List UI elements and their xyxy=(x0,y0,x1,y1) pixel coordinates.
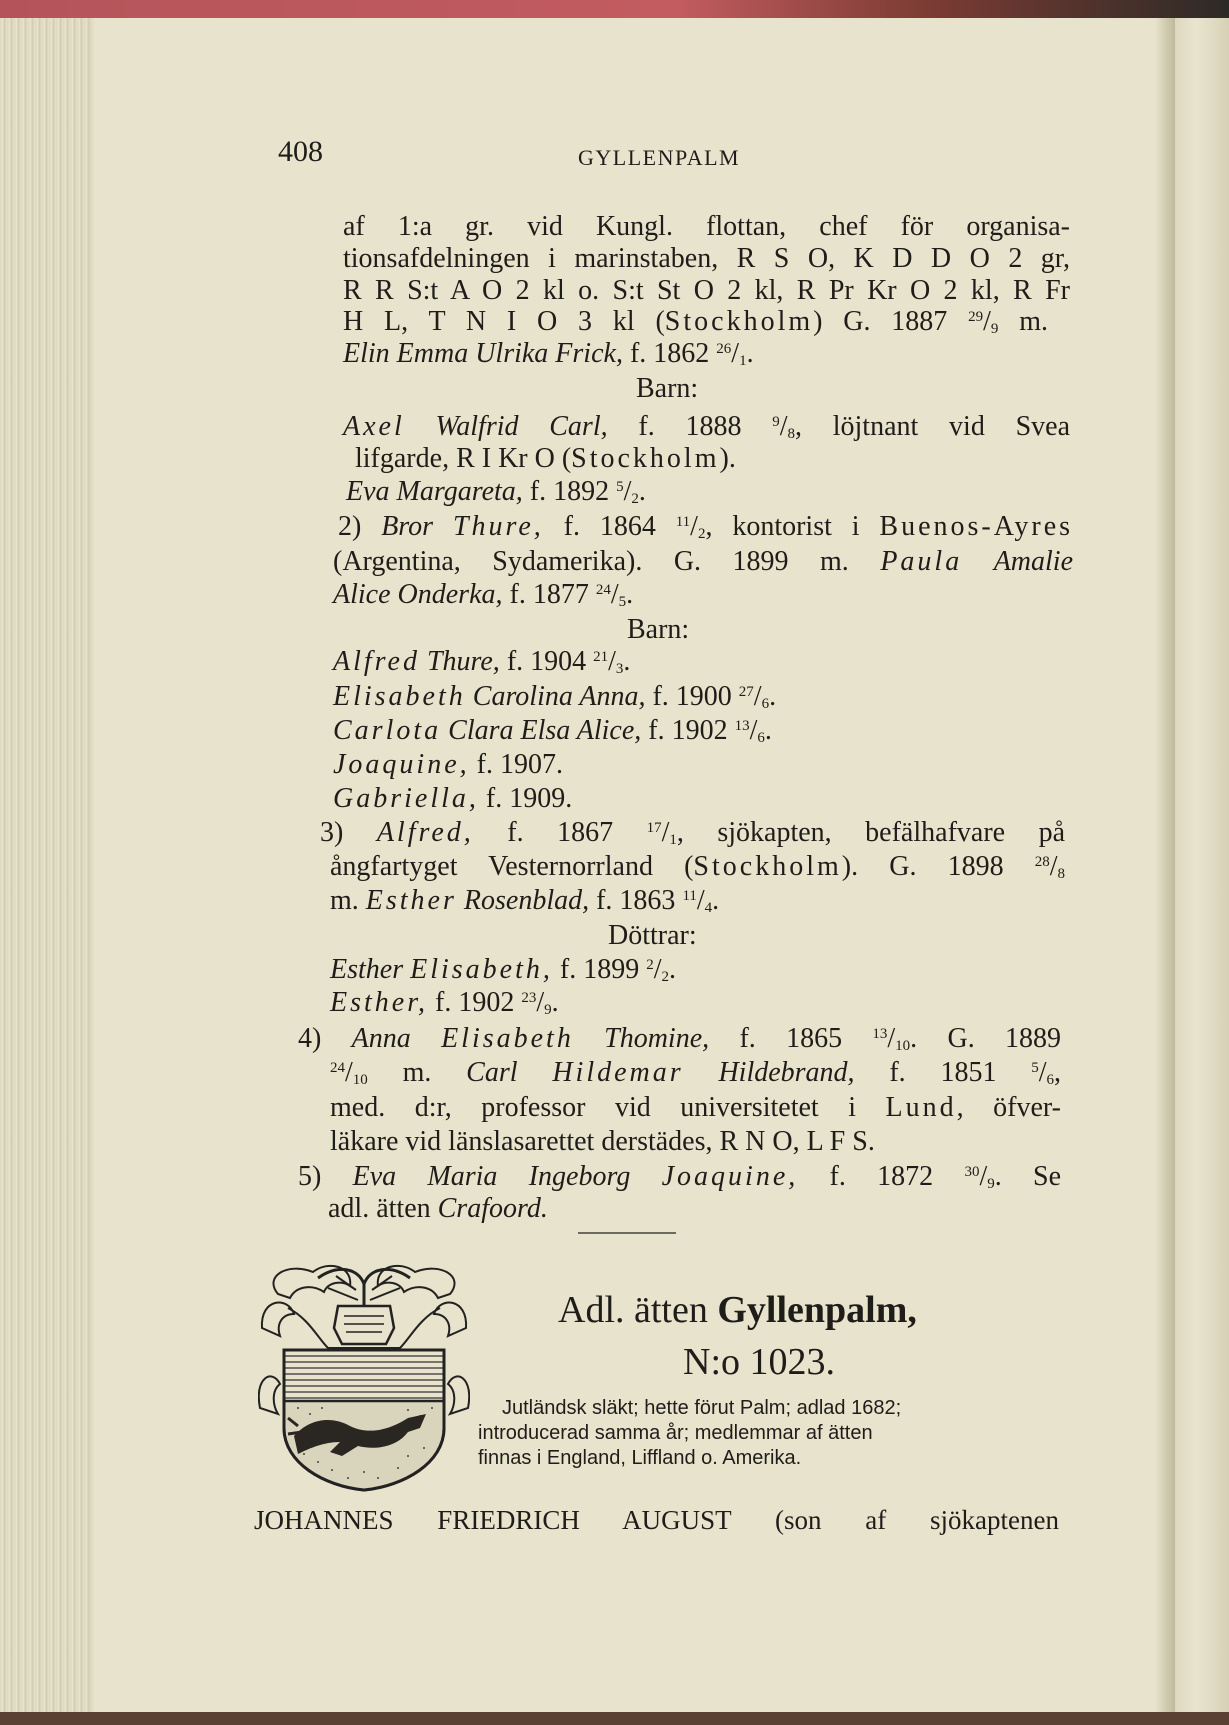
entry-text: Stockholm xyxy=(571,443,720,474)
entry-text: ). xyxy=(719,443,736,474)
entry-text: 2 xyxy=(631,491,639,507)
entry-line xyxy=(330,1091,1061,1125)
entry-text: adl. ätten xyxy=(328,1193,438,1224)
entry-line xyxy=(298,1160,1061,1194)
entry-text xyxy=(457,885,464,916)
entry-text: ). G. 1898 xyxy=(841,851,1035,882)
entry-text: / xyxy=(661,817,670,848)
entry-text xyxy=(420,646,427,677)
entry-text: / xyxy=(983,306,991,337)
entry-text: f. 1907. xyxy=(469,749,563,780)
entry-line xyxy=(333,645,630,679)
entry-text: med. d:r, professor vid universitetet i xyxy=(330,1092,886,1123)
entry-text: Esther xyxy=(365,885,457,916)
entry-text: f. 1892 xyxy=(522,476,617,507)
entry-text: / xyxy=(690,511,698,542)
entry-text: Elisabeth, xyxy=(410,954,553,985)
entry-text: 24 xyxy=(330,1060,345,1076)
entry-line xyxy=(343,337,754,371)
entry-text: Stockholm xyxy=(693,851,842,882)
entry-text: 4 xyxy=(704,900,713,916)
section-note-line: introducerad samma år; medlemmar af ätten xyxy=(478,1422,873,1444)
entry-text: / xyxy=(979,1161,988,1192)
entry-line xyxy=(343,210,1070,244)
entry-text: / xyxy=(536,987,545,1018)
left-page-edges xyxy=(0,18,95,1718)
entry-line xyxy=(330,1125,875,1159)
entry-text: 10 xyxy=(895,1038,911,1054)
entry-text: 10 xyxy=(352,1072,368,1088)
entry-text: 9 xyxy=(772,414,780,430)
entry-text: Lund xyxy=(885,1092,957,1123)
entry-line xyxy=(333,782,572,816)
entry-text: f. 1902 xyxy=(428,987,522,1018)
entry-text: f. 1909. xyxy=(478,783,573,814)
entry-line xyxy=(333,578,633,612)
coat-of-arms-icon xyxy=(258,1258,470,1494)
entry-text: Rosenblad, xyxy=(463,885,590,916)
entry-text: / xyxy=(653,954,662,985)
entry-line xyxy=(333,680,776,714)
entry-text: 6 xyxy=(761,696,770,712)
entry-line xyxy=(343,242,1070,276)
entry-text: 23 xyxy=(521,990,537,1006)
entry-text: Thure, xyxy=(452,511,544,542)
entry-text: 2 xyxy=(697,526,706,542)
entry-text: 13 xyxy=(872,1026,888,1042)
entry-text: 1 xyxy=(669,832,677,848)
entry-text xyxy=(962,546,994,577)
entry-text: Alice Onderka, xyxy=(333,579,503,610)
entry-text: Buenos-Ayres xyxy=(879,511,1074,542)
entry-text: 27 xyxy=(738,684,754,700)
entry-text: Carl xyxy=(466,1057,518,1088)
entry-line xyxy=(343,410,1070,444)
entry-text: ) G. 1887 xyxy=(813,306,969,337)
section-number: N:o 1023. xyxy=(683,1341,835,1383)
entry-text: Eva Margareta, xyxy=(346,476,523,507)
entry-text: f. 1902 xyxy=(641,715,735,746)
entry-line xyxy=(298,1022,1061,1056)
entry-text: f. 1877 xyxy=(502,579,596,610)
entry-line xyxy=(330,986,559,1020)
entry-text xyxy=(433,511,453,542)
entry-line xyxy=(355,442,736,476)
entry-text xyxy=(518,1057,553,1088)
entry-text xyxy=(630,1161,661,1192)
entry-text: f. 1904 xyxy=(499,646,594,677)
entry-text: f. 1865 xyxy=(709,1023,873,1054)
entry-text: 5 xyxy=(1031,1060,1039,1076)
entry-text: 13 xyxy=(734,718,750,734)
entry-text: Walfrid Carl, xyxy=(435,411,608,442)
entry-text: / xyxy=(1038,1057,1047,1088)
entry-text: m. xyxy=(998,306,1048,337)
entry-text: Crafoord. xyxy=(437,1193,548,1224)
entry-text: Stockholm xyxy=(664,306,814,337)
entry-text: / xyxy=(779,411,788,442)
right-page-edges xyxy=(1175,18,1229,1718)
entry-text: Elisabeth xyxy=(333,681,466,712)
page-number: 408 xyxy=(278,135,323,168)
entry-text: / xyxy=(623,476,632,507)
entry-text: . xyxy=(638,476,646,507)
entry-text: 5 xyxy=(616,479,624,495)
entry-text: / xyxy=(731,338,740,369)
entry-text: Döttrar: xyxy=(608,920,697,951)
entry-text: 30 xyxy=(964,1164,980,1180)
entry-text: 9 xyxy=(987,1176,995,1192)
entry-text: 4) xyxy=(298,1023,352,1054)
entry-text: . G. 1889 xyxy=(910,1023,1062,1054)
entry-text: / xyxy=(887,1023,896,1054)
entry-text: 11 xyxy=(675,514,691,530)
entry-text: Eva Maria Ingeborg xyxy=(352,1161,631,1192)
entry-text xyxy=(684,1057,719,1088)
entry-text: (Argentina, Sydamerika). G. 1899 m. xyxy=(333,546,881,577)
entry-text: Hildebrand, xyxy=(718,1057,855,1088)
entry-text: , kontorist i xyxy=(705,511,880,542)
entry-text: R R S:t A O 2 kl o. S:t St O 2 kl, R Pr Kr O 2 kl, R Fr xyxy=(343,275,1070,306)
entry-text: Elisabeth xyxy=(441,1023,574,1054)
entry-text: . Se xyxy=(994,1161,1062,1192)
section-separator xyxy=(578,1232,676,1234)
entry-text: Thomine, xyxy=(604,1023,710,1054)
entry-line xyxy=(330,1056,1061,1090)
entry-text: lifgarde, R I Kr O ( xyxy=(355,443,572,474)
entry-text: 6 xyxy=(1046,1072,1055,1088)
entry-text: 9 xyxy=(990,321,999,337)
entry-text: 8 xyxy=(787,426,795,442)
entry-text: f. 1862 xyxy=(622,338,717,369)
running-head: GYLLENPALM xyxy=(578,145,741,170)
entry-text: Elin Emma Ulrika Frick, xyxy=(343,338,623,369)
final-line: JOHANNES FRIEDRICH AUGUST (son af sjökaptenen xyxy=(254,1505,1059,1535)
entry-text: Gabriella, xyxy=(333,783,479,814)
entry-text: 24 xyxy=(595,582,611,598)
entry-line xyxy=(343,274,1070,308)
entry-text: f. 1872 xyxy=(798,1161,965,1192)
entry-text: 8 xyxy=(1057,866,1066,882)
entry-text: Esther, xyxy=(330,987,428,1018)
entry-text: / xyxy=(345,1057,353,1088)
entry-line xyxy=(330,884,719,918)
entry-line xyxy=(627,613,689,647)
entry-text: f. 1900 xyxy=(645,681,739,712)
entry-line xyxy=(333,545,1073,579)
entry-text: Carolina Anna, xyxy=(472,681,646,712)
entry-text: f. 1867 xyxy=(473,817,647,848)
entry-text: H L, T N I O 3 kl ( xyxy=(343,306,665,337)
entry-line xyxy=(343,305,1048,339)
entry-text xyxy=(466,681,473,712)
entry-text: 9 xyxy=(544,1002,552,1018)
entry-text: 6 xyxy=(757,730,765,746)
entry-text: Joaquine, xyxy=(661,1161,799,1192)
section-heading xyxy=(558,1288,917,1332)
entry-line xyxy=(330,953,676,987)
entry-text: 5 xyxy=(618,594,627,610)
entry-text: f. 1863 xyxy=(589,885,683,916)
entry-line xyxy=(333,714,772,748)
entry-text: 17 xyxy=(646,820,662,836)
entry-text: Carlota xyxy=(333,715,442,746)
entry-text: Clara Elsa Alice, xyxy=(448,715,642,746)
section-heading-prefix: Adl. ätten xyxy=(558,1289,708,1331)
entry-text: f. 1899 xyxy=(552,954,647,985)
entry-text: 5) xyxy=(298,1161,353,1192)
entry-text: , öfver- xyxy=(956,1092,1062,1123)
entry-text xyxy=(574,1023,604,1054)
section-heading-name: Gyllenpalm, xyxy=(717,1289,917,1331)
entry-text: 21 xyxy=(593,649,609,665)
entry-text: . xyxy=(746,338,754,369)
entry-line xyxy=(333,748,563,782)
entry-text: , löjtnant vid Svea xyxy=(794,411,1070,442)
entry-line xyxy=(346,475,646,509)
entry-text: Anna xyxy=(351,1023,411,1054)
entry-text: Barn: xyxy=(627,614,690,645)
entry-text: 28 xyxy=(1034,854,1050,870)
entry-line xyxy=(330,850,1065,884)
entry-text: tionsafdelningen i marinstaben, R S O, K D D O 2 gr, xyxy=(343,243,1070,274)
entry-text: Alfred, xyxy=(376,817,474,848)
entry-text: f. 1851 xyxy=(854,1057,1032,1088)
section-note-line: finnas i England, Liffland o. Amerika. xyxy=(478,1447,802,1469)
entry-text: 1 xyxy=(739,353,747,369)
entry-text: Barn: xyxy=(636,373,699,404)
entry-line xyxy=(320,816,1065,850)
entry-line xyxy=(328,1192,548,1226)
entry-text xyxy=(405,411,436,442)
entry-text: af 1:a gr. vid Kungl. flottan, chef för organisa- xyxy=(343,211,1070,242)
entry-text: läkare vid länslasarettet derstädes, R N O, L F S. xyxy=(330,1126,875,1157)
entry-text: , sjökapten, befälhafvare på xyxy=(676,817,1065,848)
entry-text: ångfartyget Vesternorrland ( xyxy=(330,851,694,882)
entry-text: Bror xyxy=(381,511,434,542)
entry-text: / xyxy=(749,715,758,746)
entry-line xyxy=(636,372,698,406)
entry-text: 29 xyxy=(968,309,984,325)
entry-text: / xyxy=(753,681,762,712)
entry-text: 11 xyxy=(682,888,697,904)
entry-text: f. 1888 xyxy=(607,411,773,442)
entry-text: 3) xyxy=(320,817,377,848)
entry-text: . xyxy=(626,579,634,610)
entry-text: . xyxy=(764,715,772,746)
entry-text: Esther xyxy=(330,954,404,985)
entry-text: m. xyxy=(367,1057,467,1088)
entry-text: Amalie xyxy=(993,546,1074,577)
bottom-binding-edge xyxy=(0,1712,1229,1725)
entry-text: . xyxy=(712,885,720,916)
entry-text: Hildemar xyxy=(552,1057,684,1088)
entry-text: m. xyxy=(330,885,366,916)
entry-text: 2 xyxy=(661,969,669,985)
entry-text: / xyxy=(696,885,705,916)
entry-text: 2) xyxy=(338,511,382,542)
entry-text: / xyxy=(608,646,616,677)
entry-text: . xyxy=(769,681,777,712)
entry-line xyxy=(338,510,1073,544)
entry-line xyxy=(608,919,697,953)
entry-text: / xyxy=(610,579,619,610)
gutter-shadow xyxy=(1155,18,1175,1718)
entry-text: Joaquine, xyxy=(333,749,470,780)
entry-text: 2 xyxy=(646,957,654,973)
entry-text: Thure, xyxy=(426,646,500,677)
entry-text: / xyxy=(1049,851,1058,882)
section-note-line: Jutländsk släkt; hette förut Palm; adlad 1682; xyxy=(502,1397,902,1419)
entry-text: . xyxy=(551,987,559,1018)
entry-text: Alfred xyxy=(333,646,420,677)
entry-text: . xyxy=(668,954,676,985)
entry-text: . xyxy=(623,646,631,677)
entry-text: Axel xyxy=(343,411,405,442)
entry-text xyxy=(411,1023,441,1054)
entry-text: Paula xyxy=(880,546,963,577)
entry-text: 3 xyxy=(615,661,624,677)
entry-text: f. 1864 xyxy=(543,511,676,542)
entry-text: 26 xyxy=(716,341,732,357)
entry-text: , xyxy=(1054,1057,1062,1088)
